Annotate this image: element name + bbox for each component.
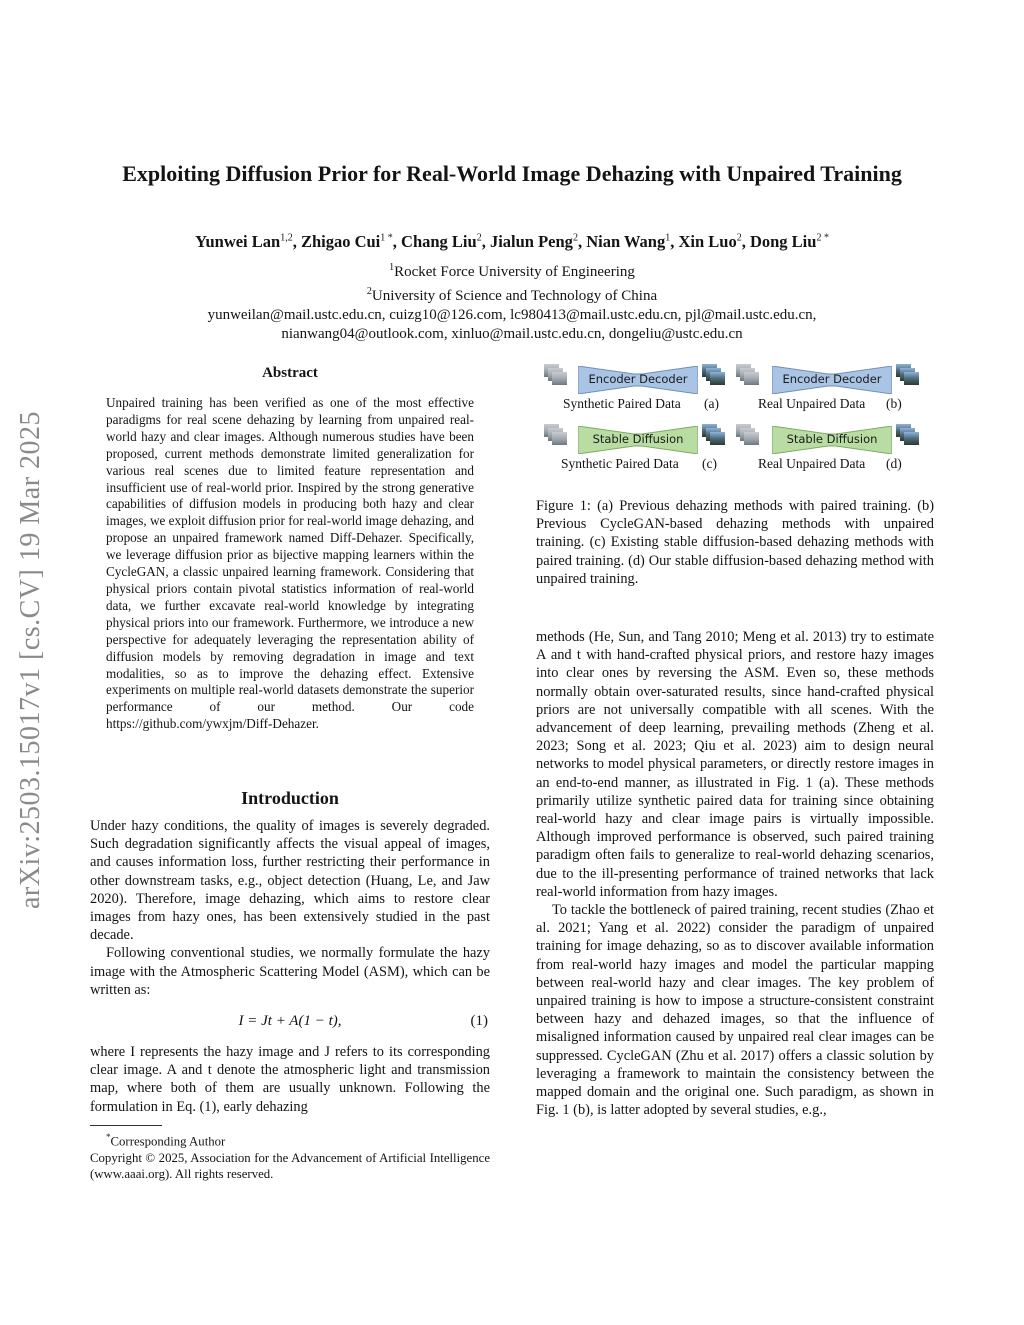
author: Yunwei Lan$^{1,2}$, <box>195 232 301 251</box>
paragraph: methods (He, Sun, and Tang 2010; Meng et al. 2013) try to estimate A and t with hand-crafted physical priors, and restore hazy images into clear ones by reversing the ASM. Even so, these methods normally obtain over-saturated results, since hand-crafted physical priors are not universally compatible with all scenes. With the advancement of deep learning, prevailing methods (Zheng et al. 2023; Song et al. 2023; Qiu et al. 2023) aim to design neural networks to model physical parameters, or directly restore images in an end-to-end manner, as illustrated in Fig. 1 (a). These methods primarily utilize synthetic paired data for training since obtaining real-world hazy and clear image pairs is virtually impossible. Although improved performance is observed, such paired training paradigm often fails to generalize to real-world dehazing scenarios, due to the ill-presenting performance of trained networks that lack real-world information from hazy images. <box>536 629 934 900</box>
paragraph: where I represents the hazy image and J refers to its corresponding clear image. A and t denote the atmospheric light and transmission map, where both of them are usually unknown. Following the formulation in Eq. (1), early dehazing <box>90 1044 490 1115</box>
affiliations <box>90 258 934 344</box>
clear-output-images <box>896 424 920 446</box>
equation-1 <box>90 1013 490 1033</box>
encoder-decoder-block: Encoder Decoder <box>578 366 698 394</box>
author: Jialun Peng$^2$, <box>489 232 587 251</box>
hazy-input-images <box>544 424 568 446</box>
panel-caption: Real Unpaired Data <box>758 456 866 471</box>
clear-output-images <box>702 364 726 386</box>
clear-output-images <box>702 424 726 446</box>
hazy-input-images <box>736 424 760 446</box>
introduction-body <box>90 817 490 999</box>
author: Dong Liu$^{2 *}$ <box>749 232 829 251</box>
right-column-body <box>536 628 934 1119</box>
author: Xin Luo$^2$, <box>678 232 750 251</box>
affiliation: $^2$University of Science and Technology of China <box>366 286 658 304</box>
footnote <box>90 1129 490 1183</box>
clear-output-images <box>896 364 920 386</box>
panel-letter: (d) <box>886 456 902 471</box>
panel-letter: (a) <box>704 396 719 411</box>
stable-diffusion-block: Stable Diffusion <box>772 426 892 454</box>
author: Zhigao Cui$^{1 *}$, <box>300 232 402 251</box>
footnote-rule <box>90 1125 162 1126</box>
equation-number: (1) <box>470 1013 488 1029</box>
paragraph: To tackle the bottleneck of paired training, recent studies (Zhao et al. 2021; Yang et al. 2022) consider the paradigm of unpaired training for image dehazing, so as to discover available information from real-world hazy images and model the particular mapping between real-world hazy and clear images. The key problem of unpaired training is how to impose a structure-consistent constraint between hazy and dehazed images, so that the influence of misaligned information caused by unpaired real clear images can be suppressed. CycleGAN (Zhu et al. 2017) offers a classic solution by leveraging a framework to maintain the consistency between the mapped domain and the original one. Such paradigm, as shown in Fig. 1 (b), is latter adopted by several studies, e.g., <box>536 902 934 1119</box>
introduction-heading: Introduction <box>241 788 339 808</box>
author-list <box>90 232 934 252</box>
author: Chang Liu$^2$, <box>401 232 490 251</box>
panel-letter: (c) <box>702 456 717 471</box>
equation-math: I = Jt + A(1 − t), <box>238 1013 342 1029</box>
affiliation: $^1$Rocket Force University of Engineering <box>389 262 635 280</box>
panel-caption: Synthetic Paired Data <box>563 396 681 411</box>
paragraph: Following conventional studies, we normally formulate the hazy image with the Atmospheric Scattering Model (ASM), which can be written as: <box>90 945 490 998</box>
introduction-body-continued <box>90 1043 490 1116</box>
panel-letter: (b) <box>886 396 902 411</box>
abstract-text: Unpaired training has been verified as one of the most effective paradigms for real scene dehazing by learning from unpaired real-world hazy and clear images. Although numerous studies have been proposed, current methods demonstrate limited generalization for various real scenes due to limited feature representation and insufficient use of real-world prior. Inspired by the strong generative capabilities of diffusion models in producing both hazy and clear images, we exploit diffusion prior for real-world image dehazing, and propose an unpaired framework named Diff-Dehazer. Specifically, we leverage diffusion prior as bijective mapping learners within the CycleGAN, a classic unpaired learning framework. Considering that physical priors contain pivotal statistics information of real-world data, we further excavate real-world knowledge by integrating physical priors into our framework. Furthermore, we introduce a new perspective for adequately leveraging the representation ability of diffusion models by removing degradation in image and text modalities, so as to improve the dehazing effect. Extensive experiments on multiple real-world datasets demonstrate the superior performance of our method. Our code https://github.com/ywxjm/Diff-Dehazer. <box>106 395 474 732</box>
figure-caption: Figure 1: (a) Previous dehazing methods with paired training. (b) Previous CycleGAN-based dehazing methods with unpaired training. (c) Existing stable diffusion-based dehazing methods with paired training. (d) Our stable diffusion-based dehazing method with unpaired training. <box>536 498 934 587</box>
arxiv-identifier: arXiv:2503.15017v1 [cs.CV] 19 Mar 2025 <box>15 410 46 910</box>
footnote-corresponding: *Corresponding Author <box>106 1132 226 1149</box>
email-line: yunweilan@mail.ustc.edu.cn, cuizg10@126.com, lc980413@mail.ustc.edu.cn, pjl@mail.ustc.edu.cn, <box>207 307 817 323</box>
hazy-input-images <box>736 364 760 386</box>
panel-caption: Real Unpaired Data <box>758 396 866 411</box>
abstract-heading: Abstract <box>262 365 318 381</box>
panel-caption: Synthetic Paired Data <box>561 456 679 471</box>
stable-diffusion-block: Stable Diffusion <box>578 426 698 454</box>
copyright-notice: Copyright © 2025, Association for the Advancement of Artificial Intelligence (www.aaai.org). All rights reserved. <box>90 1150 490 1182</box>
email-line: nianwang04@outlook.com, xinluo@mail.ustc.edu.cn, dongeliu@ustc.edu.cn <box>281 326 743 342</box>
paper-title: Exploiting Diffusion Prior for Real-World Image Dehazing with Unpaired Training <box>122 161 902 186</box>
author: Nian Wang$^1$, <box>586 232 679 251</box>
figure-1 <box>536 350 934 482</box>
encoder-decoder-block: Encoder Decoder <box>772 366 892 394</box>
hazy-input-images <box>544 364 568 386</box>
paragraph: Under hazy conditions, the quality of images is severely degraded. Such degradation significantly affects the visual appeal of images, and causes information loss, further restricting their performance in other downstream tasks, e.g., object detection (Huang, Le, and Jaw 2020). Therefore, image dehazing, which aims to restore clear images from hazy ones, has been extensively studied in the past decade. <box>90 818 490 944</box>
